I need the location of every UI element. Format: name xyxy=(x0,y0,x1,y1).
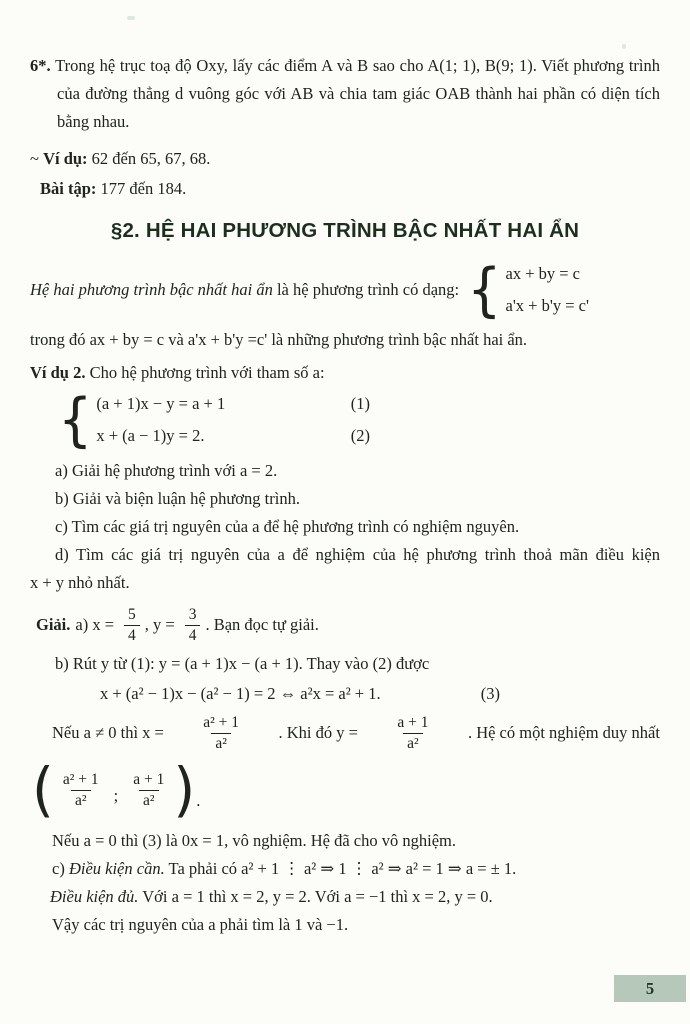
fraction-y-value xyxy=(393,714,432,753)
problem-6-label: 6*. xyxy=(30,56,51,75)
example2-item-c: c) Tìm các giá trị nguyên của a để hệ phương trình có nghiệm nguyên. xyxy=(55,517,520,536)
fraction-denominator: a² xyxy=(403,733,423,753)
definition-system xyxy=(467,255,589,324)
close-paren-symbol: ) xyxy=(173,755,196,825)
equation-3: x + (a² − 1)x − (a² − 1) = 2 ⇔ a²x = a² + 1. xyxy=(100,684,381,703)
scan-speck xyxy=(622,44,626,49)
exercises-reference-line xyxy=(40,175,660,203)
definition-equation-1: ax + by = c xyxy=(505,264,581,283)
pair-separator: ; xyxy=(113,785,119,805)
solution-label: Giải. xyxy=(36,615,71,634)
example2-equations xyxy=(96,390,225,450)
case-nonzero-pre: Nếu a ≠ 0 thì x = xyxy=(52,723,164,743)
solution-c-lead: c) xyxy=(52,858,65,878)
page-number-badge xyxy=(614,975,686,1002)
definition-note: trong đó ax + by = c và a'x + b'y =c' là những phương trình bậc nhất hai ẩn. xyxy=(30,330,528,349)
example2-equation-1: (a + 1)x − y = a + 1 xyxy=(96,394,226,413)
fraction-x-value xyxy=(199,714,243,753)
example2-intro-line xyxy=(30,359,660,387)
example2-label: Ví dụ 2. xyxy=(30,363,86,382)
pair-period: . xyxy=(196,790,201,810)
equation-number-2: (2) xyxy=(350,426,370,445)
equation-number-1: (1) xyxy=(350,394,370,413)
fraction-three-fourths xyxy=(185,606,201,645)
sufficient-condition-italic: Điều kiện đủ. xyxy=(50,886,139,906)
scan-speck xyxy=(127,16,135,20)
left-brace-symbol: { xyxy=(467,255,502,324)
solution-b-intro: b) Rút y từ (1): y = (a + 1)x − (a + 1). Thay vào (2) được xyxy=(55,654,430,673)
sufficient-condition-line xyxy=(50,883,660,911)
open-paren-symbol: ( xyxy=(32,755,54,825)
fraction-numerator: a² + 1 xyxy=(203,714,240,731)
example2-equation-2: x + (a − 1)y = 2. xyxy=(96,426,205,445)
case-nonzero-mid: . Khi đó y = xyxy=(278,723,358,743)
definition-equations xyxy=(506,260,589,320)
equation-number-3: (3) xyxy=(480,684,500,703)
solution-c-line xyxy=(52,855,660,883)
fraction-numerator: a + 1 xyxy=(133,771,165,789)
definition-line xyxy=(30,256,660,324)
left-brace-symbol: { xyxy=(58,385,93,454)
solution-a-pre: a) x = xyxy=(75,615,115,634)
fraction-denominator: a² xyxy=(139,790,159,810)
solution-a-line xyxy=(36,602,660,648)
case-zero-line: Nếu a = 0 thì (3) là 0x = 1, vô nghiệm. Hệ đã cho vô nghiệm. xyxy=(52,830,456,850)
fraction-numerator: 3 xyxy=(188,605,197,623)
examples-label: Ví dụ: xyxy=(43,149,88,168)
fraction-x-value xyxy=(59,771,103,810)
conclusion-line: Vậy các trị nguyên của a phải tìm là 1 và −1. xyxy=(52,914,349,934)
fraction-denominator: a² xyxy=(71,790,91,810)
problem-6-text: Trong hệ trục toạ độ Oxy, lấy các điểm A và B sao cho A(1; 1), B(9; 1). Viết phương trình của đường thẳng d vuông góc với AB và chia tam giác OAB thành hai phần có diện tích bằng nhau. xyxy=(55,56,660,131)
example2-system xyxy=(58,385,370,454)
fraction-denominator: 4 xyxy=(124,625,140,645)
fraction-denominator: 4 xyxy=(185,625,201,645)
examples-reference-line xyxy=(30,145,660,173)
case-nonzero-post: . Hệ có một nghiệm duy nhất xyxy=(467,723,660,743)
definition-lead-rest: là hệ phương trình có dạng: xyxy=(276,280,460,299)
example2-item-a: a) Giải hệ phương trình với a = 2. xyxy=(55,461,278,480)
definition-text xyxy=(30,276,459,304)
tilde-mark: ~ xyxy=(30,149,39,168)
page-number: 5 xyxy=(645,978,655,998)
fraction-numerator: 5 xyxy=(128,605,136,623)
example2-item-b: b) Giải và biện luận hệ phương trình. xyxy=(55,489,300,508)
section-title: §2. HỆ HAI PHƯƠNG TRÌNH BẬC NHẤT HAI ẨN xyxy=(110,219,580,242)
sufficient-condition-text: Với a = 1 thì x = 2, y = 2. Với a = −1 thì x = 2, y = 0. xyxy=(142,886,493,906)
fraction-denominator: a² xyxy=(211,733,231,753)
example2-item-d-line2: x + y nhỏ nhất. xyxy=(30,573,130,592)
example2-item-d-line1: d) Tìm các giá trị nguyên của a để nghiệm của hệ phương trình thoả mãn điều kiện xyxy=(55,545,660,564)
solution-a-post: . Bạn đọc tự giải. xyxy=(205,615,319,634)
necessary-condition-italic: Điều kiện cần. xyxy=(68,858,165,878)
exercises-label: Bài tập: xyxy=(40,179,97,198)
fraction-five-fourths xyxy=(124,606,140,645)
solution-c-text: Ta phải có a² + 1 ⋮ a² ⇒ 1 ⋮ a² ⇒ a² = 1 ⇒ a = ± 1. xyxy=(168,858,517,878)
definition-equation-2: a'x + b'y = c' xyxy=(505,296,589,315)
exercises-numbers: 177 đến 184. xyxy=(100,179,187,198)
equation-numbers xyxy=(351,390,370,450)
fraction-y-value xyxy=(129,771,168,810)
solution-pair xyxy=(32,755,660,825)
solution-a-mid: , y = xyxy=(144,615,175,634)
equation-3-line xyxy=(100,680,500,708)
examples-numbers: 62 đến 65, 67, 68. xyxy=(91,149,211,168)
fraction-numerator: a² + 1 xyxy=(62,771,99,789)
fraction-numerator: a + 1 xyxy=(397,714,429,731)
example2-intro: Cho hệ phương trình với tham số a: xyxy=(89,363,325,382)
problem-6-paragraph xyxy=(30,52,660,136)
case-nonzero-line xyxy=(52,714,660,753)
definition-term-italic: Hệ hai phương trình bậc nhất hai ẩn xyxy=(30,280,273,299)
